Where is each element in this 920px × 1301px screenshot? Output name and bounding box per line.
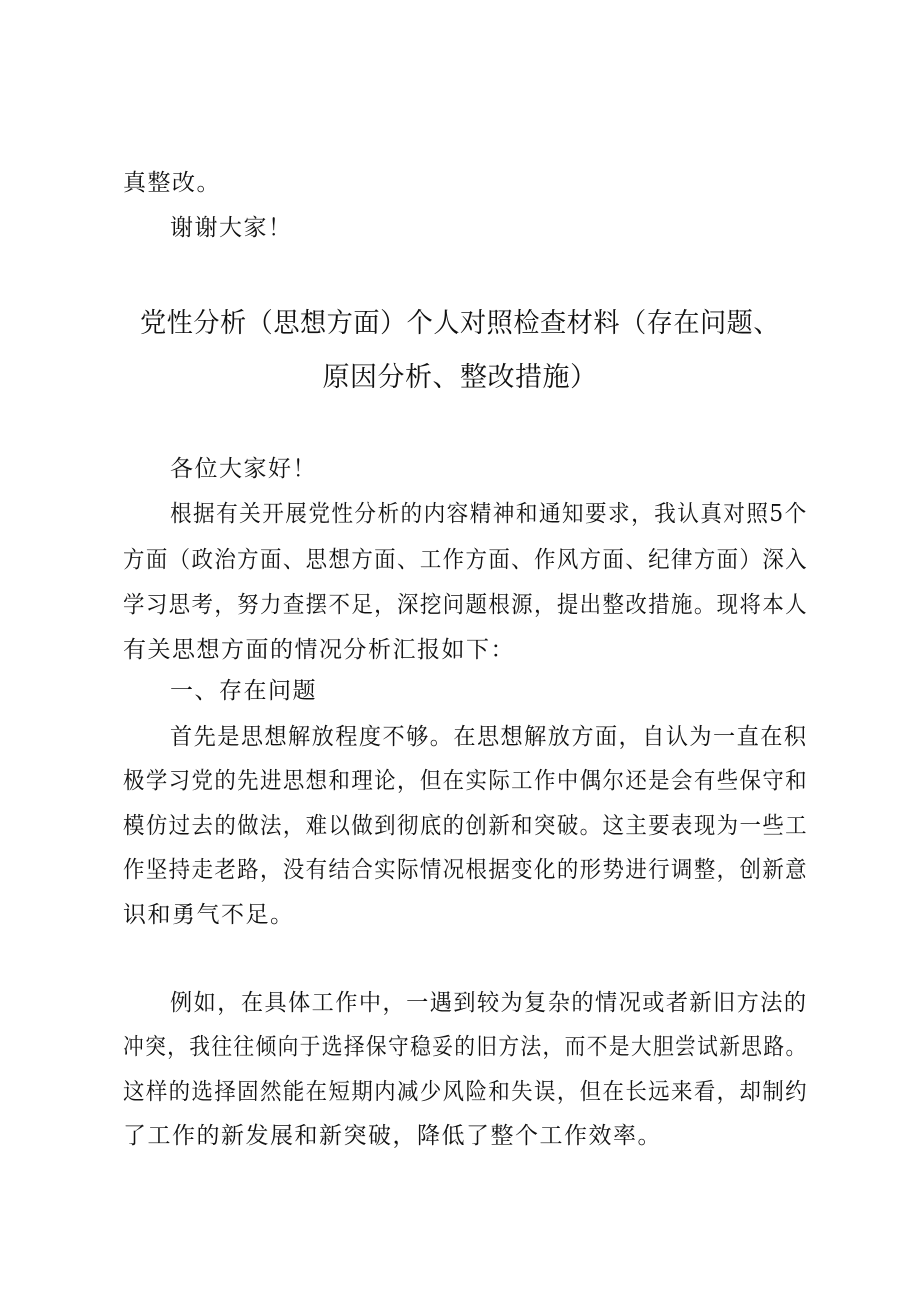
previous-section-tail: 真整改。	[123, 170, 221, 196]
paragraph-line: 冲突，我往往倾向于选择保守稳妥的旧方法，而不是大胆尝试新思路。	[123, 1034, 808, 1060]
section-heading: 一、存在问题	[170, 678, 317, 704]
thanks-line: 谢谢大家！	[170, 215, 293, 241]
intro-line: 学习思考，努力查摆不足，深挖问题根源，提出整改措施。现将本人	[123, 592, 809, 618]
paragraph-line: 作坚持走老路，没有结合实际情况根据变化的形势进行调整，创新意	[123, 857, 809, 883]
intro-line: 有关思想方面的情况分析汇报如下：	[123, 637, 515, 663]
intro-line: 方面（政治方面、思想方面、工作方面、作风方面、纪律方面）深入	[123, 547, 809, 573]
greeting: 各位大家好！	[170, 456, 317, 482]
paragraph-line: 首先是思想解放程度不够。在思想解放方面，自认为一直在积	[170, 724, 808, 750]
intro-line: 根据有关开展党性分析的内容精神和通知要求，我认真对照5个	[170, 501, 808, 527]
paragraph-line: 这样的选择固然能在短期内减少风险和失误，但在长远来看，却制约	[123, 1079, 809, 1105]
paragraph-line: 例如，在具体工作中，一遇到较为复杂的情况或者新旧方法的	[170, 990, 808, 1016]
paragraph-line: 了工作的新发展和新突破，降低了整个工作效率。	[123, 1123, 662, 1149]
document-title-line-1: 党性分析（思想方面）个人对照检查材料（存在问题、	[139, 308, 781, 339]
paragraph-line: 极学习党的先进思想和理论，但在实际工作中偶尔还是会有些保守和	[123, 768, 809, 794]
document-title-line-2: 原因分析、整改措施）	[322, 362, 598, 393]
paragraph-line: 识和勇气不足。	[123, 902, 295, 928]
paragraph-line: 模仿过去的做法，难以做到彻底的创新和突破。这主要表现为一些工	[123, 813, 809, 839]
